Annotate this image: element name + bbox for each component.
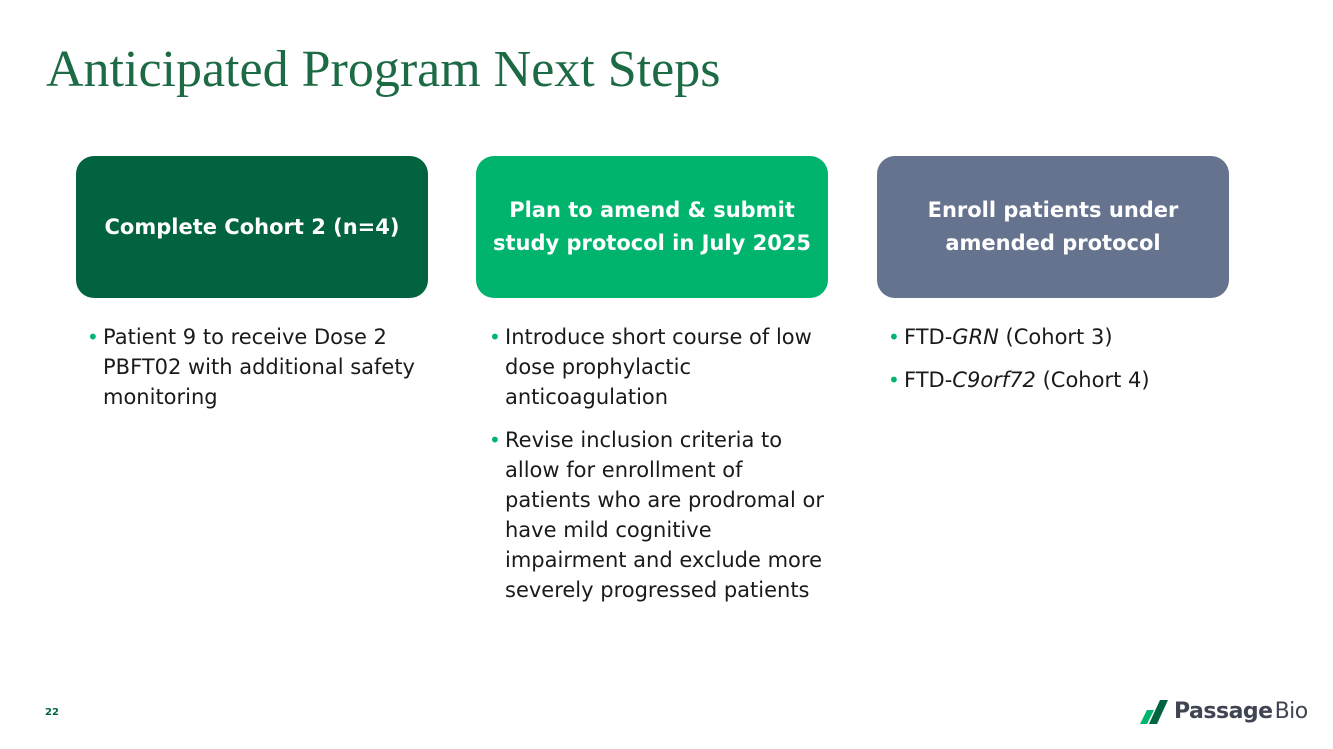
card-header-amend-protocol — [476, 156, 828, 298]
bullet-dot-icon: • — [489, 428, 501, 452]
card-title: Plan to amend & submit study protocol in July 2025 — [492, 198, 812, 255]
bullet-text-italic: GRN — [952, 325, 999, 349]
bullet-list-amend-protocol — [488, 322, 828, 618]
bullet-item — [488, 322, 828, 412]
bullet-dot-icon: • — [888, 325, 900, 349]
logo-name-strong: Passage — [1174, 698, 1273, 724]
card-header-enroll-patients — [877, 156, 1229, 298]
slide-title: Anticipated Program Next Steps — [46, 41, 721, 98]
logo-name-light: Bio — [1274, 698, 1308, 724]
card-title: Complete Cohort 2 (n=4) — [104, 214, 400, 239]
bullet-item — [488, 425, 828, 605]
bullet-text: Introduce short course of low dose prophylactic anticoagulation — [505, 325, 812, 409]
bullet-text: FTD- — [904, 368, 953, 392]
bullet-text: Revise inclusion criteria to allow for enrollment of patients who are prodromal or have mild cognitive impairment and exclude more severely progressed patients — [505, 428, 825, 602]
bullet-list-enroll-patients — [887, 322, 1227, 408]
bullet-list-complete-cohort — [86, 322, 426, 425]
passage-bio-logo — [1138, 697, 1308, 725]
bullet-item — [887, 322, 1227, 352]
bullet-text: (Cohort 3) — [998, 325, 1113, 349]
bullet-text-italic: C9orf72 — [952, 368, 1036, 392]
card-header-complete-cohort — [76, 156, 428, 298]
bullet-text: FTD- — [904, 325, 953, 349]
page-number: 22 — [45, 707, 59, 718]
card-title: Enroll patients under amended protocol — [927, 198, 1179, 255]
bullet-text: Patient 9 to receive Dose 2 PBFT02 with additional safety monitoring — [103, 325, 415, 409]
bullet-dot-icon: • — [489, 325, 501, 349]
bullet-dot-icon: • — [87, 325, 99, 349]
bullet-item — [887, 365, 1227, 395]
bullet-text: (Cohort 4) — [1035, 368, 1150, 392]
bullet-item — [86, 322, 426, 412]
bullet-dot-icon: • — [888, 368, 900, 392]
logo-wordmark — [1174, 699, 1308, 724]
passage-bio-logo-mark-icon — [1138, 698, 1168, 724]
